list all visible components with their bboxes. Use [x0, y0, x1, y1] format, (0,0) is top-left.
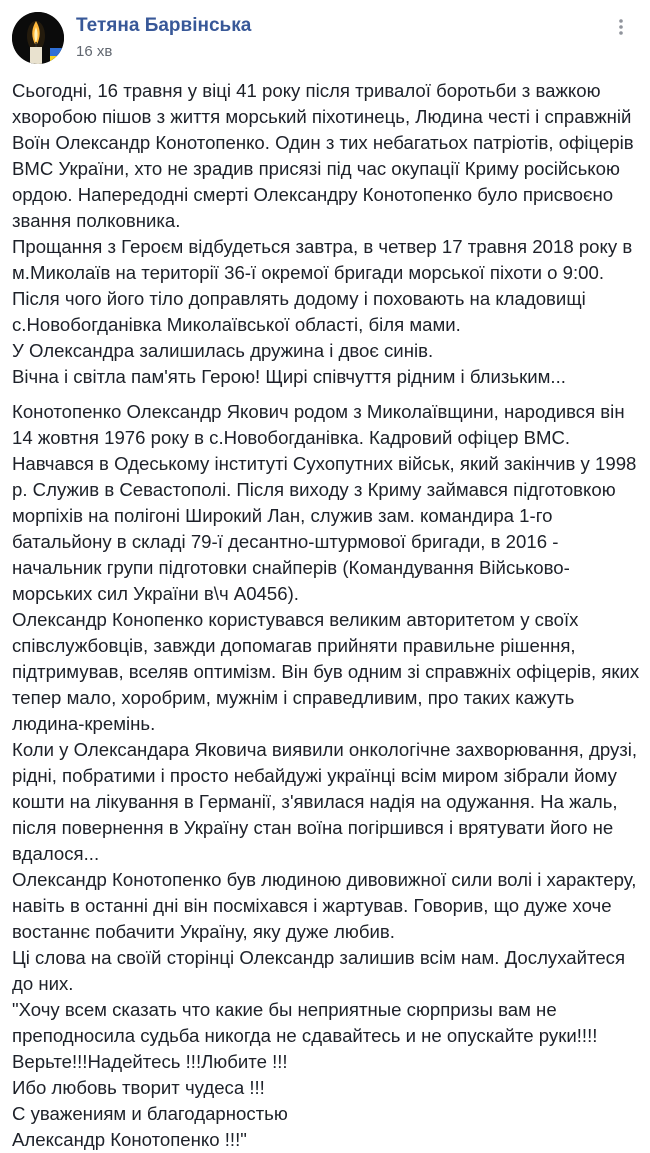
post-text-line: востаннє побачити Україну, яку дуже любив. — [12, 921, 395, 942]
post-text-line: Олександр Конотопенко був людиною дивовижної сили волі і характеру, — [12, 869, 637, 890]
more-options-icon[interactable] — [608, 14, 634, 40]
avatar[interactable] — [12, 12, 64, 64]
post-text-line: Після чого його тіло доправлять додому і поховають на кладовищі — [12, 288, 586, 309]
post-text-line: Прощання з Героєм відбудеться завтра, в четвер 17 травня 2018 року в — [12, 236, 633, 257]
post-text-line: преподносила судьба никогда не сдавайтесь и не опускайте руки!!!! — [12, 1025, 598, 1046]
post-text-line: Верьте!!!Надейтесь !!!Любите !!! — [12, 1051, 288, 1072]
post-text-line: рідні, побратими і просто небайдужі українці всім миром зібрали йому — [12, 765, 617, 786]
post-text-line: Вічна і світла пам'ять Герою! Щирі співчуття рідним і близьким... — [12, 366, 566, 387]
post-timestamp[interactable]: 16 хв — [76, 43, 113, 60]
post-text-line: р. Служив в Севастополі. Після виходу з Криму займався підготовкою — [12, 479, 616, 500]
post-text-line: с.Новобогданівка Миколаївської області, біля мами. — [12, 314, 461, 335]
post-paragraph-1 — [12, 78, 638, 390]
post-header — [12, 12, 638, 64]
post-text-line: У Олександра залишилась дружина і двоє синів. — [12, 340, 434, 361]
post-paragraph-2 — [12, 399, 638, 1153]
post-text-line: співслужбовців, завжди допомагав прийняти правильне рішення, — [12, 635, 576, 656]
post-text-line: Олександр Конопенко користувався великим авторитетом у своїх — [12, 609, 579, 630]
post-text-line: ВМС України, хто не зрадив присязі під час окупації Криму російською — [12, 158, 620, 179]
post-text-line: ордою. Напередодні смерті Олександру Конотопенко було присвоєно — [12, 184, 614, 205]
post-text-line: навіть в останні дні він посміхався і жартував. Говорив, що дуже хоче — [12, 895, 612, 916]
post-text-line: батальйону в складі 79-ї десантно-штурмової бригади, в 2016 - — [12, 531, 559, 552]
post-text-line: Коли у Олександара Яковича виявили онкологічне захворювання, друзі, — [12, 739, 638, 760]
post-text-line: вдалося... — [12, 843, 100, 864]
post-text-line: начальник групи підготовки снайперів (Командування Військово- — [12, 557, 570, 578]
paragraph-gap — [12, 390, 638, 399]
post-text-line: кошти на лікування в Германії, з'явилася надія на одужання. На жаль, — [12, 791, 618, 812]
post-text-line: Сьогодні, 16 травня у віці 41 року після тривалої боротьби з важкою — [12, 80, 601, 101]
post-text-line: людина-кремінь. — [12, 713, 156, 734]
post-text-line: підтримував, вселяв оптимізм. Він був одним зі справжніх офіцерів, яких — [12, 661, 640, 682]
post-text-line: Воїн Олександр Конотопенко. Один з тих небагатьох патріотів, офіцерів — [12, 132, 634, 153]
post-text-line: звання полковника. — [12, 210, 181, 231]
post-text-line: м.Миколаїв на території 36-ї окремої бригади морської піхоти о 9:00. — [12, 262, 605, 283]
post-text-line: Александр Конотопенко !!!" — [12, 1129, 247, 1150]
post-text-line: тепер мало, хоробрим, мужнім і справедливим, про таких кажуть — [12, 687, 575, 708]
post-text-line: хворобою пішов з життя морський піхотинець, Людина честі і справжній — [12, 106, 632, 127]
post-text-line: до них. — [12, 973, 74, 994]
post-text-line: С уважениям и благодарностью — [12, 1103, 288, 1124]
post-text-line: "Хочу всем сказать что какие бы неприятные сюрпризы вам не — [12, 999, 557, 1020]
post-text-line: 14 жовтня 1976 року в с.Новобогданівка. Кадровий офіцер ВМС. — [12, 427, 571, 448]
post-text-line: Ці слова на своїй сторінці Олександр залишив всім нам. Дослухайтеся — [12, 947, 626, 968]
post-text-line: морпіхів на полігоні Широкий Лан, служив зам. командира 1-го — [12, 505, 553, 526]
author-name-link[interactable]: Тетяна Барвінська — [76, 15, 252, 36]
post-text-line: Навчався в Одеському інституті Сухопутних військ, який закінчив у 1998 — [12, 453, 637, 474]
candle-icon — [12, 12, 64, 64]
post-text-line: після повернення в Україну стан воїна погіршився і врятувати його не — [12, 817, 614, 838]
post-text-line: Ибо любовь творит чудеса !!! — [12, 1077, 265, 1098]
post-body — [12, 78, 638, 1153]
post-text-line: морських сил України в\ч А0456). — [12, 583, 299, 604]
post-text-line: Конотопенко Олександр Якович родом з Миколаївщини, народився він — [12, 401, 625, 422]
post-meta — [76, 43, 112, 60]
